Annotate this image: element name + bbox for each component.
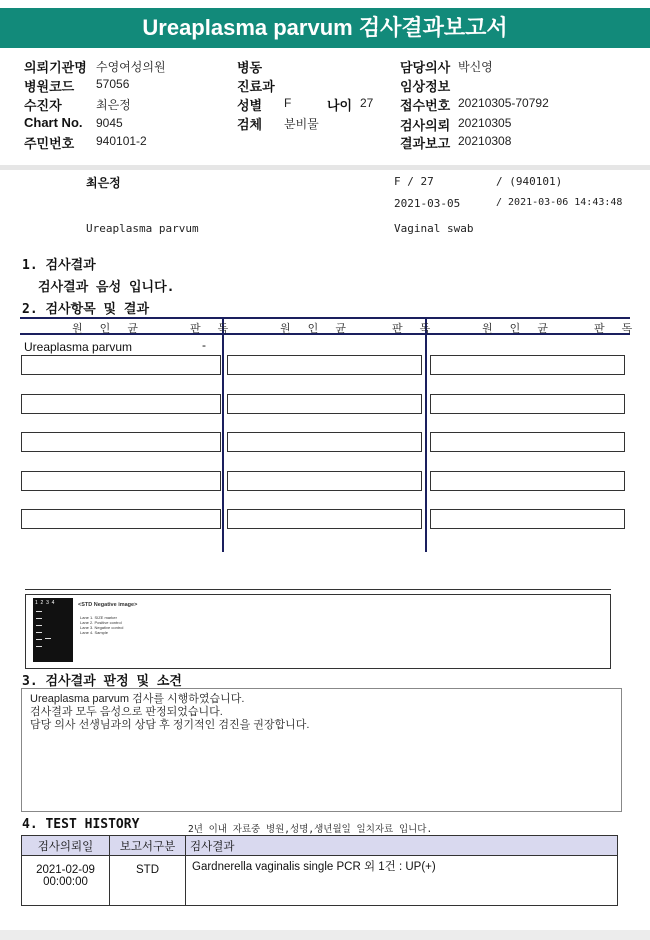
result-cell [227, 509, 422, 529]
result-cell [430, 471, 625, 491]
sex-label: 성별 [237, 98, 263, 113]
result-cell [430, 509, 625, 529]
result-cell [430, 355, 625, 375]
request-value: 20210305 [458, 116, 512, 130]
summary-birth: / (940101) [496, 175, 563, 188]
dept-label: 진료과 [237, 79, 275, 94]
resident-label: 주민번호 [24, 136, 75, 151]
col-judgement-3: 판 독 [594, 323, 640, 335]
chart-value: 9045 [96, 116, 123, 130]
history-note: 2년 이내 자료중 병원,성명,생년월일 일치자료 입니다. [188, 824, 433, 835]
result-cell [227, 471, 422, 491]
gel-electrophoresis-image [33, 598, 73, 662]
result-cell [21, 432, 221, 452]
resident-value: 940101-2 [96, 134, 147, 148]
clinical-info-label: 임상정보 [400, 79, 451, 94]
patient-value: 최은정 [96, 98, 131, 112]
result-cell [21, 355, 221, 375]
result-cell [21, 509, 221, 529]
col-judgement-2: 판 독 [392, 323, 438, 335]
patient-label: 수진자 [24, 98, 62, 113]
history-result: Gardnerella vaginalis single PCR 외 1건 : UP(+) [186, 856, 618, 906]
result-cell [227, 432, 422, 452]
gel-title: <STD Negative image> [78, 602, 138, 608]
results-column-divider-2 [425, 319, 427, 552]
chart-label: Chart No. [24, 115, 83, 130]
findings-line: Ureaplasma parvum 검사를 시행하였습니다. [30, 693, 245, 705]
results-table-top-rule [20, 317, 630, 319]
receipt-value: 20210305-70792 [458, 96, 549, 110]
result-cell [227, 355, 422, 375]
col-pathogen-1: 원 인 균 [72, 323, 145, 335]
ward-label: 병동 [237, 60, 263, 75]
col-judgement-1: 판 독 [190, 323, 236, 335]
gel-area-top-rule [25, 589, 611, 590]
receipt-label: 접수번호 [400, 98, 451, 113]
table-row [22, 856, 618, 906]
doctor-label: 담당의사 [400, 60, 451, 75]
result-cell [21, 394, 221, 414]
result-item-judgement: - [202, 338, 206, 352]
result-cell [430, 432, 625, 452]
report-date-label: 결과보고 [400, 136, 451, 151]
section3-title: 3. 검사결과 판정 및 소견 [22, 674, 182, 689]
summary-test: Ureaplasma parvum [86, 222, 199, 235]
result-item-pathogen: Ureaplasma parvum [24, 340, 133, 354]
institution-label: 의뢰기관명 [24, 60, 87, 75]
gel-lane-numbers: 1 2 3 4 [35, 600, 55, 606]
col-pathogen-2: 원 인 균 [280, 323, 353, 335]
age-value: 27 [360, 96, 374, 110]
section4-title: 4. TEST HISTORY [22, 817, 140, 832]
history-col-date: 검사의뢰일 [22, 836, 110, 856]
specimen-value: 분비물 [284, 117, 319, 131]
header-separator [0, 165, 650, 170]
section2-title: 2. 검사항목 및 결과 [22, 302, 150, 317]
col-pathogen-3: 원 인 균 [482, 323, 555, 335]
findings-line: 담당 의사 선생님과의 상담 후 정기적인 검진을 권장합니다. [30, 719, 310, 731]
summary-date: 2021-03-05 [394, 197, 461, 210]
section1-title: 1. 검사결과 [22, 258, 96, 273]
gel-legend: Lane 1. SIZE marker Lane 2. Positive control Lane 3. Negative control Lane 4. Sample [80, 615, 124, 635]
findings-line: 검사결과 모두 음성으로 판정되었습니다. [30, 706, 223, 718]
specimen-label: 검체 [237, 117, 263, 132]
doctor-value: 박신영 [458, 60, 493, 74]
history-col-result: 검사결과 [186, 836, 618, 856]
summary-sex-age: F / 27 [394, 175, 434, 188]
summary-name: 최은정 [86, 176, 121, 190]
report-date-value: 20210308 [458, 134, 512, 148]
findings-box [21, 688, 622, 812]
history-date: 2021-02-09 00:00:00 [22, 856, 110, 906]
summary-datetime: / 2021-03-06 14:43:48 [496, 197, 623, 208]
history-type: STD [110, 856, 186, 906]
institution-value: 수영여성의원 [96, 60, 166, 74]
hospital-code-value: 57056 [96, 77, 130, 91]
summary-sample: Vaginal swab [394, 222, 474, 235]
age-label: 나이 [327, 98, 353, 113]
section1-result: 검사결과 음성 입니다. [38, 280, 175, 295]
result-cell [227, 394, 422, 414]
history-table [21, 835, 618, 906]
request-label: 검사의뢰 [400, 118, 451, 133]
sex-value: F [284, 96, 292, 110]
result-cell [21, 471, 221, 491]
result-cell [430, 394, 625, 414]
page-bottom-bar [0, 930, 650, 940]
hospital-code-label: 병원코드 [24, 79, 75, 94]
report-title: Ureaplasma parvum 검사결과보고서 [0, 8, 650, 48]
history-col-type: 보고서구분 [110, 836, 186, 856]
results-column-divider-1 [222, 319, 224, 552]
